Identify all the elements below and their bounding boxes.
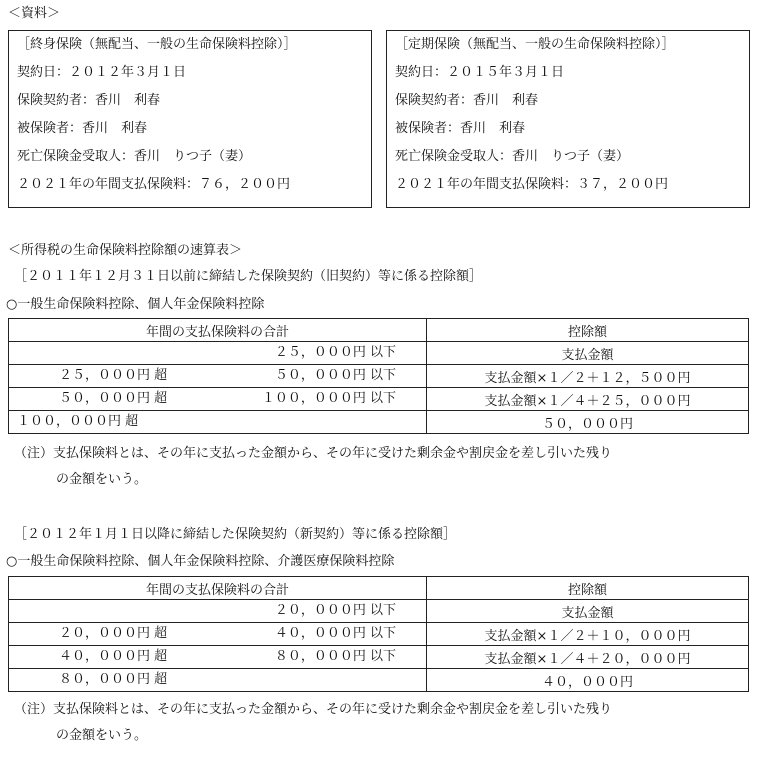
old-note-line2: の金額をいう。: [56, 472, 148, 487]
range-from: ２５，０００円 超: [59, 368, 168, 383]
policy-title: ［終身保険（無配当、一般の生命保険料控除）］: [17, 37, 297, 52]
deduction-amount: 支払金額×１／４＋２５，０００円: [427, 388, 749, 411]
range-from: ２０，０００円 超: [59, 626, 168, 641]
deduction-amount: ４０，０００円: [427, 669, 749, 692]
range-from: ５０，０００円 超: [59, 391, 168, 406]
table-row: [9, 388, 749, 411]
deduction-amount: 支払金額×１／２＋１２，５００円: [427, 365, 749, 388]
table-row: [9, 600, 749, 623]
table-header-row: [9, 577, 749, 600]
policy-box-term: [386, 30, 750, 208]
new-note-line1: （注）支払保険料とは、その年に支払った金額から、その年に受けた剰余金や割戻金を差し引いた残り: [14, 702, 613, 717]
old-deduction-table: [8, 318, 749, 434]
policy-title: ［定期保険（無配当、一般の生命保険料控除）］: [395, 37, 675, 52]
deduction-amount: 支払金額×１／２＋１０，０００円: [427, 623, 749, 646]
table-row: [9, 342, 749, 365]
policy-contract-date: 契約日：２０１２年３月１日: [17, 65, 187, 80]
table-row: [9, 623, 749, 646]
policy-box-whole-life: [8, 30, 372, 208]
policy-contract-date: 契約日：２０１５年３月１日: [395, 65, 565, 80]
new-note-line2: の金額をいう。: [56, 728, 148, 743]
new-contract-heading: ［２０１２年１月１日以降に締結した保険契約（新契約）等に係る控除額］: [14, 527, 457, 542]
old-contract-subheading: ○一般生命保険料控除、個人年金保険料控除: [6, 297, 265, 312]
table-heading: ＜所得税の生命保険料控除額の速算表＞: [8, 243, 243, 258]
new-contract-subheading: ○一般生命保険料控除、個人年金保険料控除、介護医療保険料控除: [6, 554, 395, 569]
col-header-deduction: 控除額: [427, 319, 749, 342]
deduction-amount: ５０，０００円: [427, 411, 749, 434]
policy-insured: 被保険者：香川 利春: [17, 121, 148, 136]
range-to: ４０，０００円 以下: [274, 626, 396, 641]
new-deduction-table: [8, 576, 749, 692]
range-from: ８０，０００円 超: [59, 672, 168, 687]
policy-annual-premium: ２０２１年の年間支払保険料：３７，２００円: [395, 177, 669, 192]
policy-holder: 保険契約者：香川 利春: [395, 93, 539, 108]
range-to: １００，０００円 以下: [261, 391, 396, 406]
material-heading: ＜資料＞: [8, 6, 61, 21]
range-to: ２５，０００円 以下: [274, 345, 396, 360]
policy-beneficiary: 死亡保険金受取人：香川 りつ子（妻）: [395, 149, 630, 164]
old-contract-heading: ［２０１１年１２月３１日以前に締結した保険契約（旧契約）等に係る控除額］: [14, 269, 483, 284]
range-from: １００，０００円 超: [17, 414, 139, 429]
policy-holder: 保険契約者：香川 利春: [17, 93, 161, 108]
range-to: ８０，０００円 以下: [274, 649, 396, 664]
col-header-deduction: 控除額: [427, 577, 749, 600]
policy-annual-premium: ２０２１年の年間支払保険料：７６，２００円: [17, 177, 291, 192]
old-note-line1: （注）支払保険料とは、その年に支払った金額から、その年に受けた剰余金や割戻金を差し引いた残り: [14, 446, 613, 461]
deduction-amount: 支払金額: [427, 600, 749, 623]
range-from: ４０，０００円 超: [59, 649, 168, 664]
policy-insured: 被保険者：香川 利春: [395, 121, 526, 136]
range-to: ２０，０００円 以下: [274, 603, 396, 618]
col-header-premium-total: 年間の支払保険料の合計: [9, 577, 427, 600]
table-row: [9, 646, 749, 669]
deduction-amount: 支払金額×１／４＋２０，０００円: [427, 646, 749, 669]
table-header-row: [9, 319, 749, 342]
table-row: [9, 365, 749, 388]
range-to: ５０，０００円 以下: [274, 368, 396, 383]
col-header-premium-total: 年間の支払保険料の合計: [9, 319, 427, 342]
table-row: [9, 669, 749, 692]
table-row: [9, 411, 749, 434]
policy-beneficiary: 死亡保険金受取人：香川 りつ子（妻）: [17, 149, 252, 164]
deduction-amount: 支払金額: [427, 342, 749, 365]
